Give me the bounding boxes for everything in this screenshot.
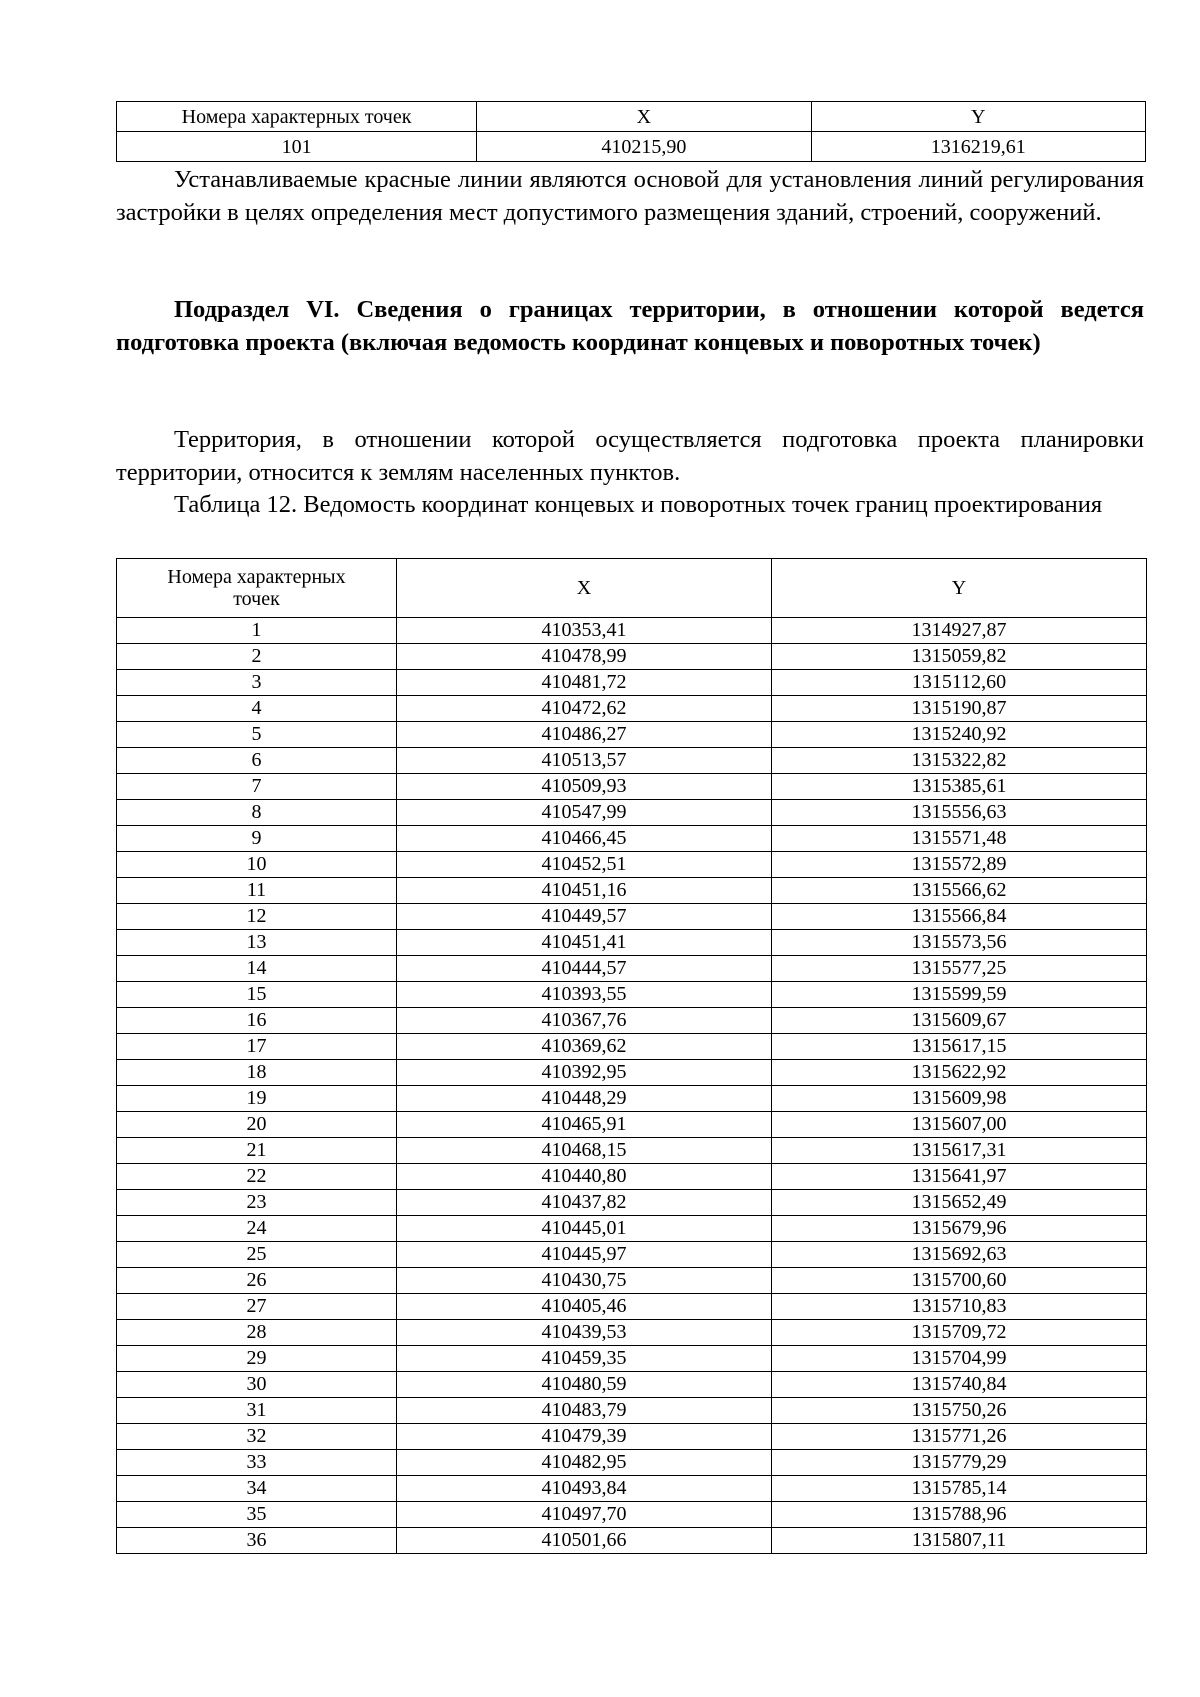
cell-x: 410437,82 bbox=[397, 1190, 772, 1216]
cell-y: 1315190,87 bbox=[772, 696, 1147, 722]
cell-x: 410547,99 bbox=[397, 800, 772, 826]
cell-point-number: 8 bbox=[117, 800, 397, 826]
cell-x: 410468,15 bbox=[397, 1138, 772, 1164]
cell-point-number: 5 bbox=[117, 722, 397, 748]
cell-y: 1315622,92 bbox=[772, 1060, 1147, 1086]
cell-y: 1315771,26 bbox=[772, 1424, 1147, 1450]
cell-point-number: 1 bbox=[117, 618, 397, 644]
cell-x: 410353,41 bbox=[397, 618, 772, 644]
table-row bbox=[117, 1086, 1147, 1112]
cell-x: 410405,46 bbox=[397, 1294, 772, 1320]
cell-x: 410392,95 bbox=[397, 1060, 772, 1086]
header-x: X bbox=[477, 102, 811, 132]
cell-point-number: 22 bbox=[117, 1164, 397, 1190]
table-row bbox=[117, 1398, 1147, 1424]
cell-point-number: 26 bbox=[117, 1268, 397, 1294]
cell-point-number: 34 bbox=[117, 1476, 397, 1502]
header-point-number bbox=[117, 559, 397, 618]
header-y: Y bbox=[772, 559, 1147, 618]
table-row bbox=[117, 878, 1147, 904]
table-row bbox=[117, 1528, 1147, 1554]
cell-x: 410509,93 bbox=[397, 774, 772, 800]
cell-y: 1315556,63 bbox=[772, 800, 1147, 826]
cell-y: 1315710,83 bbox=[772, 1294, 1147, 1320]
cell-y: 1314927,87 bbox=[772, 618, 1147, 644]
cell-point-number: 17 bbox=[117, 1034, 397, 1060]
table-row bbox=[117, 1216, 1147, 1242]
table-row bbox=[117, 1450, 1147, 1476]
top-coordinates-table bbox=[116, 101, 1146, 162]
table-row bbox=[117, 670, 1147, 696]
table-row bbox=[117, 774, 1147, 800]
cell-y: 1315700,60 bbox=[772, 1268, 1147, 1294]
cell-x: 410445,97 bbox=[397, 1242, 772, 1268]
cell-point-number: 30 bbox=[117, 1372, 397, 1398]
header-point-number-text: Номера характерных точек bbox=[167, 566, 346, 610]
cell-y: 1315807,11 bbox=[772, 1528, 1147, 1554]
cell-y: 1315652,49 bbox=[772, 1190, 1147, 1216]
cell-y: 1315322,82 bbox=[772, 748, 1147, 774]
cell-point-number: 29 bbox=[117, 1346, 397, 1372]
cell-point-number: 25 bbox=[117, 1242, 397, 1268]
cell-x: 410452,51 bbox=[397, 852, 772, 878]
cell-x: 410466,45 bbox=[397, 826, 772, 852]
cell-point-number: 15 bbox=[117, 982, 397, 1008]
cell-point-number: 3 bbox=[117, 670, 397, 696]
cell-y: 1315573,56 bbox=[772, 930, 1147, 956]
table-row bbox=[117, 1372, 1147, 1398]
cell-point-number: 21 bbox=[117, 1138, 397, 1164]
cell-y: 1315112,60 bbox=[772, 670, 1147, 696]
cell-point-number: 35 bbox=[117, 1502, 397, 1528]
table-row bbox=[117, 904, 1147, 930]
cell-y: 1315566,84 bbox=[772, 904, 1147, 930]
cell-point-number: 16 bbox=[117, 1008, 397, 1034]
cell-y: 1315572,89 bbox=[772, 852, 1147, 878]
table-row bbox=[117, 1294, 1147, 1320]
cell-point-number: 101 bbox=[117, 132, 477, 162]
table-row bbox=[117, 132, 1146, 162]
cell-point-number: 18 bbox=[117, 1060, 397, 1086]
cell-x: 410451,41 bbox=[397, 930, 772, 956]
cell-x: 410439,53 bbox=[397, 1320, 772, 1346]
cell-x: 410501,66 bbox=[397, 1528, 772, 1554]
cell-point-number: 24 bbox=[117, 1216, 397, 1242]
cell-y: 1315566,62 bbox=[772, 878, 1147, 904]
cell-x: 410479,39 bbox=[397, 1424, 772, 1450]
section-heading: Подраздел VI. Сведения о границах территории, в отношении которой ведется подготовка проекта (включая ведомость координат концевых и поворотных точек) bbox=[116, 296, 1144, 356]
table-row bbox=[117, 1476, 1147, 1502]
cell-point-number: 19 bbox=[117, 1086, 397, 1112]
cell-x: 410215,90 bbox=[477, 132, 811, 162]
cell-y: 1315607,00 bbox=[772, 1112, 1147, 1138]
cell-x: 410482,95 bbox=[397, 1450, 772, 1476]
table-row bbox=[117, 1346, 1147, 1372]
cell-x: 410481,72 bbox=[397, 670, 772, 696]
cell-x: 410478,99 bbox=[397, 644, 772, 670]
cell-y: 1315385,61 bbox=[772, 774, 1147, 800]
table-row bbox=[117, 1138, 1147, 1164]
cell-point-number: 23 bbox=[117, 1190, 397, 1216]
cell-point-number: 7 bbox=[117, 774, 397, 800]
table-row bbox=[117, 1164, 1147, 1190]
cell-x: 410393,55 bbox=[397, 982, 772, 1008]
cell-x: 410483,79 bbox=[397, 1398, 772, 1424]
table-row bbox=[117, 696, 1147, 722]
cell-y: 1315571,48 bbox=[772, 826, 1147, 852]
cell-point-number: 6 bbox=[117, 748, 397, 774]
cell-y: 1315240,92 bbox=[772, 722, 1147, 748]
paragraph-red-lines: Устанавливаемые красные линии являются основой для установления линий регулирования застройки в целях определения мест допустимого размещения зданий, строений, сооружений. bbox=[116, 166, 1144, 226]
table-caption: Таблица 12. Ведомость координат концевых и поворотных точек границ проектирования bbox=[174, 491, 1103, 518]
table-row bbox=[117, 930, 1147, 956]
cell-x: 410497,70 bbox=[397, 1502, 772, 1528]
table-row bbox=[117, 1424, 1147, 1450]
cell-y: 1315709,72 bbox=[772, 1320, 1147, 1346]
table-row bbox=[117, 1008, 1147, 1034]
table-row bbox=[117, 1502, 1147, 1528]
cell-x: 410369,62 bbox=[397, 1034, 772, 1060]
cell-x: 410440,80 bbox=[397, 1164, 772, 1190]
table-row bbox=[117, 1060, 1147, 1086]
header-y: Y bbox=[811, 102, 1145, 132]
cell-y: 1315692,63 bbox=[772, 1242, 1147, 1268]
table-row bbox=[117, 1034, 1147, 1060]
table-row bbox=[117, 800, 1147, 826]
cell-x: 410448,29 bbox=[397, 1086, 772, 1112]
header-x: X bbox=[397, 559, 772, 618]
cell-x: 410430,75 bbox=[397, 1268, 772, 1294]
cell-point-number: 31 bbox=[117, 1398, 397, 1424]
paragraph-territory: Территория, в отношении которой осуществляется подготовка проекта планировки территории, относится к землям населенных пунктов. bbox=[116, 426, 1144, 486]
table-row bbox=[117, 1320, 1147, 1346]
cell-x: 410459,35 bbox=[397, 1346, 772, 1372]
cell-point-number: 12 bbox=[117, 904, 397, 930]
cell-y: 1315609,67 bbox=[772, 1008, 1147, 1034]
table-row bbox=[117, 644, 1147, 670]
cell-y: 1315617,31 bbox=[772, 1138, 1147, 1164]
cell-y: 1315577,25 bbox=[772, 956, 1147, 982]
table-row bbox=[117, 748, 1147, 774]
cell-x: 410493,84 bbox=[397, 1476, 772, 1502]
table-row bbox=[117, 722, 1147, 748]
table-row bbox=[117, 1268, 1147, 1294]
cell-x: 410449,57 bbox=[397, 904, 772, 930]
table-row bbox=[117, 852, 1147, 878]
cell-y: 1316219,61 bbox=[811, 132, 1145, 162]
cell-x: 410465,91 bbox=[397, 1112, 772, 1138]
cell-y: 1315704,99 bbox=[772, 1346, 1147, 1372]
cell-y: 1315617,15 bbox=[772, 1034, 1147, 1060]
cell-y: 1315785,14 bbox=[772, 1476, 1147, 1502]
cell-x: 410444,57 bbox=[397, 956, 772, 982]
cell-point-number: 4 bbox=[117, 696, 397, 722]
cell-x: 410513,57 bbox=[397, 748, 772, 774]
table-row bbox=[117, 1242, 1147, 1268]
cell-y: 1315750,26 bbox=[772, 1398, 1147, 1424]
table-row bbox=[117, 982, 1147, 1008]
cell-point-number: 2 bbox=[117, 644, 397, 670]
cell-point-number: 36 bbox=[117, 1528, 397, 1554]
cell-y: 1315679,96 bbox=[772, 1216, 1147, 1242]
cell-x: 410367,76 bbox=[397, 1008, 772, 1034]
cell-point-number: 13 bbox=[117, 930, 397, 956]
cell-x: 410451,16 bbox=[397, 878, 772, 904]
cell-point-number: 32 bbox=[117, 1424, 397, 1450]
cell-x: 410480,59 bbox=[397, 1372, 772, 1398]
table-header-row bbox=[117, 559, 1147, 618]
cell-point-number: 14 bbox=[117, 956, 397, 982]
cell-y: 1315788,96 bbox=[772, 1502, 1147, 1528]
table-row bbox=[117, 826, 1147, 852]
cell-point-number: 9 bbox=[117, 826, 397, 852]
cell-x: 410486,27 bbox=[397, 722, 772, 748]
cell-y: 1315641,97 bbox=[772, 1164, 1147, 1190]
table-row bbox=[117, 618, 1147, 644]
header-point-number: Номера характерных точек bbox=[117, 102, 477, 132]
cell-y: 1315609,98 bbox=[772, 1086, 1147, 1112]
cell-point-number: 20 bbox=[117, 1112, 397, 1138]
table-row bbox=[117, 1190, 1147, 1216]
cell-point-number: 28 bbox=[117, 1320, 397, 1346]
cell-point-number: 11 bbox=[117, 878, 397, 904]
cell-y: 1315599,59 bbox=[772, 982, 1147, 1008]
cell-y: 1315779,29 bbox=[772, 1450, 1147, 1476]
cell-x: 410445,01 bbox=[397, 1216, 772, 1242]
table-row bbox=[117, 956, 1147, 982]
cell-point-number: 33 bbox=[117, 1450, 397, 1476]
cell-point-number: 10 bbox=[117, 852, 397, 878]
cell-point-number: 27 bbox=[117, 1294, 397, 1320]
cell-x: 410472,62 bbox=[397, 696, 772, 722]
table-row bbox=[117, 1112, 1147, 1138]
coordinates-table bbox=[116, 558, 1147, 1554]
table-header-row bbox=[117, 102, 1146, 132]
cell-y: 1315740,84 bbox=[772, 1372, 1147, 1398]
cell-y: 1315059,82 bbox=[772, 644, 1147, 670]
